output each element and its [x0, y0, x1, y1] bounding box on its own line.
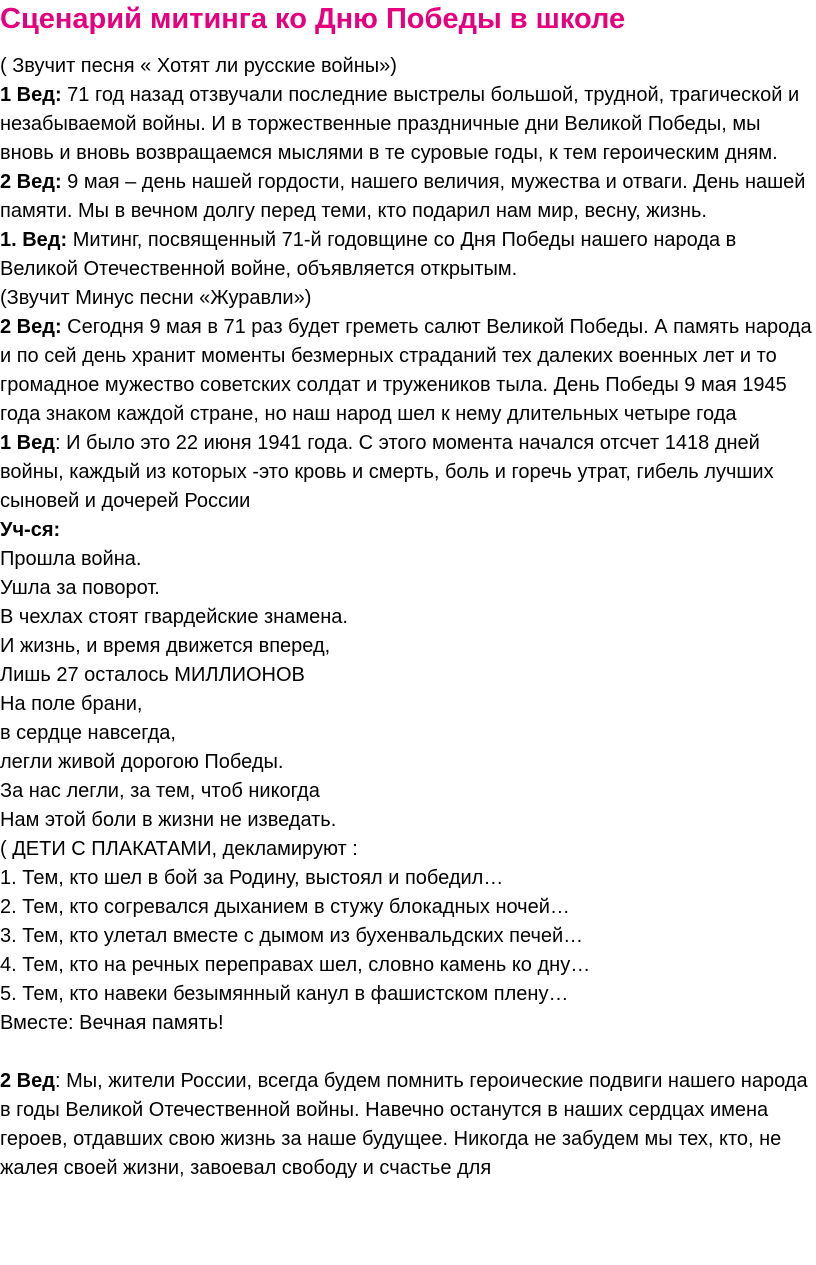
- speaker-label: 1. Вед:: [0, 229, 68, 251]
- poem-line: Нам этой боли в жизни не изведать.: [0, 809, 337, 831]
- poem-line: легли живой дорогою Победы.: [0, 751, 284, 773]
- poem-line: На поле брани,: [0, 693, 143, 715]
- poem-line: 2. Тем, кто согревался дыханием в стужу блокадных ночей…: [0, 896, 570, 918]
- poem-line: в сердце навсегда,: [0, 722, 176, 744]
- speaker-paragraph: [0, 313, 816, 429]
- paragraph-text: 9 мая – день нашей гордости, нашего величия, мужества и отваги. День нашей памяти. Мы в вечном долгу перед теми, кто подарил нам мир, весну, жизнь.: [0, 171, 806, 222]
- blank-line: [0, 1038, 816, 1067]
- speaker-label: 1 Вед: [0, 432, 55, 454]
- stage-direction-song: [0, 52, 816, 81]
- speaker-paragraph: [0, 81, 816, 168]
- paragraph-text: ( Звучит песня « Хотят ли русские войны»): [0, 55, 397, 77]
- speaker-label: 2 Вед: [0, 1070, 55, 1092]
- speaker-label: 2 Вед:: [0, 171, 62, 193]
- speaker-label: 2 Вед:: [0, 316, 62, 338]
- poem-line: 4. Тем, кто на речных переправах шел, словно камень ко дну…: [0, 954, 591, 976]
- poem-line: 1. Тем, кто шел в бой за Родину, выстоял и победил…: [0, 867, 504, 889]
- paragraph-text: 71 год назад отзвучали последние выстрелы большой, трудной, трагической и незабываемой войны. И в торжественные праздничные дни Великой Победы, мы вновь и вновь возвращаемся мыслями в те суровые годы, к тем героическим дням.: [0, 84, 800, 164]
- paragraph-text: : И было это 22 июня 1941 года. С этого момента начался отсчет 1418 дней войны, каждый из которых -это кровь и смерть, боль и горечь утрат, гибель лучших сыновей и дочерей России: [0, 432, 774, 512]
- paragraph-text: (Звучит Минус песни «Журавли»): [0, 287, 312, 309]
- poem-line: Вместе: Вечная память!: [0, 1012, 224, 1034]
- students-heading: [0, 516, 816, 545]
- poem-line: В чехлах стоят гвардейские знамена.: [0, 606, 348, 628]
- speaker-paragraph: [0, 168, 816, 226]
- poem-line: Лишь 27 осталось МИЛЛИОНОВ: [0, 664, 305, 686]
- speaker-paragraph: [0, 429, 816, 516]
- speaker-paragraph: [0, 226, 816, 284]
- script-body: [0, 52, 816, 1183]
- paragraph-text: Митинг, посвященный 71-й годовщине со Дня Победы нашего народа в Великой Отечественной войне, объявляется открытым.: [0, 229, 737, 280]
- page-title: Сценарий митинга ко Дню Победы в школе: [0, 3, 626, 35]
- paragraph-text: : Мы, жители России, всегда будем помнить героические подвиги нашего народа в годы Великой Отечественной войны. Навечно останутся в наших сердцах имена героев, отдавших свою жизнь за наше будущее. Никогда не забудем мы тех, кто, не жалея своей жизни, завоевал свободу и счастье для: [0, 1070, 808, 1179]
- speaker-label: 1 Вед:: [0, 84, 62, 106]
- poem-line: За нас легли, за тем, чтоб никогда: [0, 780, 320, 802]
- poem-line: Ушла за поворот.: [0, 577, 160, 599]
- speaker-label: Уч-ся:: [0, 519, 61, 541]
- poem-line: И жизнь, и время движется вперед,: [0, 635, 331, 657]
- closing-paragraph: [0, 1067, 816, 1183]
- stage-direction-music: [0, 284, 816, 313]
- poem-line: Прошла война.: [0, 548, 142, 570]
- poem-line: 5. Тем, кто навеки безымянный канул в фашистском плену…: [0, 983, 569, 1005]
- poem-line: 3. Тем, кто улетал вместе с дымом из бухенвальдских печей…: [0, 925, 584, 947]
- paragraph-text: Сегодня 9 мая в 71 раз будет греметь салют Великой Победы. А память народа и по сей день хранит моменты безмерных страданий тех далеких военных лет и то громадное мужество советских солдат и тружеников тыла. День Победы 9 мая 1945 года знаком каждой стране, но наш народ шел к нему длительных четыре года: [0, 316, 812, 425]
- poem-line: ( ДЕТИ С ПЛАКАТАМИ, декламируют :: [0, 838, 358, 860]
